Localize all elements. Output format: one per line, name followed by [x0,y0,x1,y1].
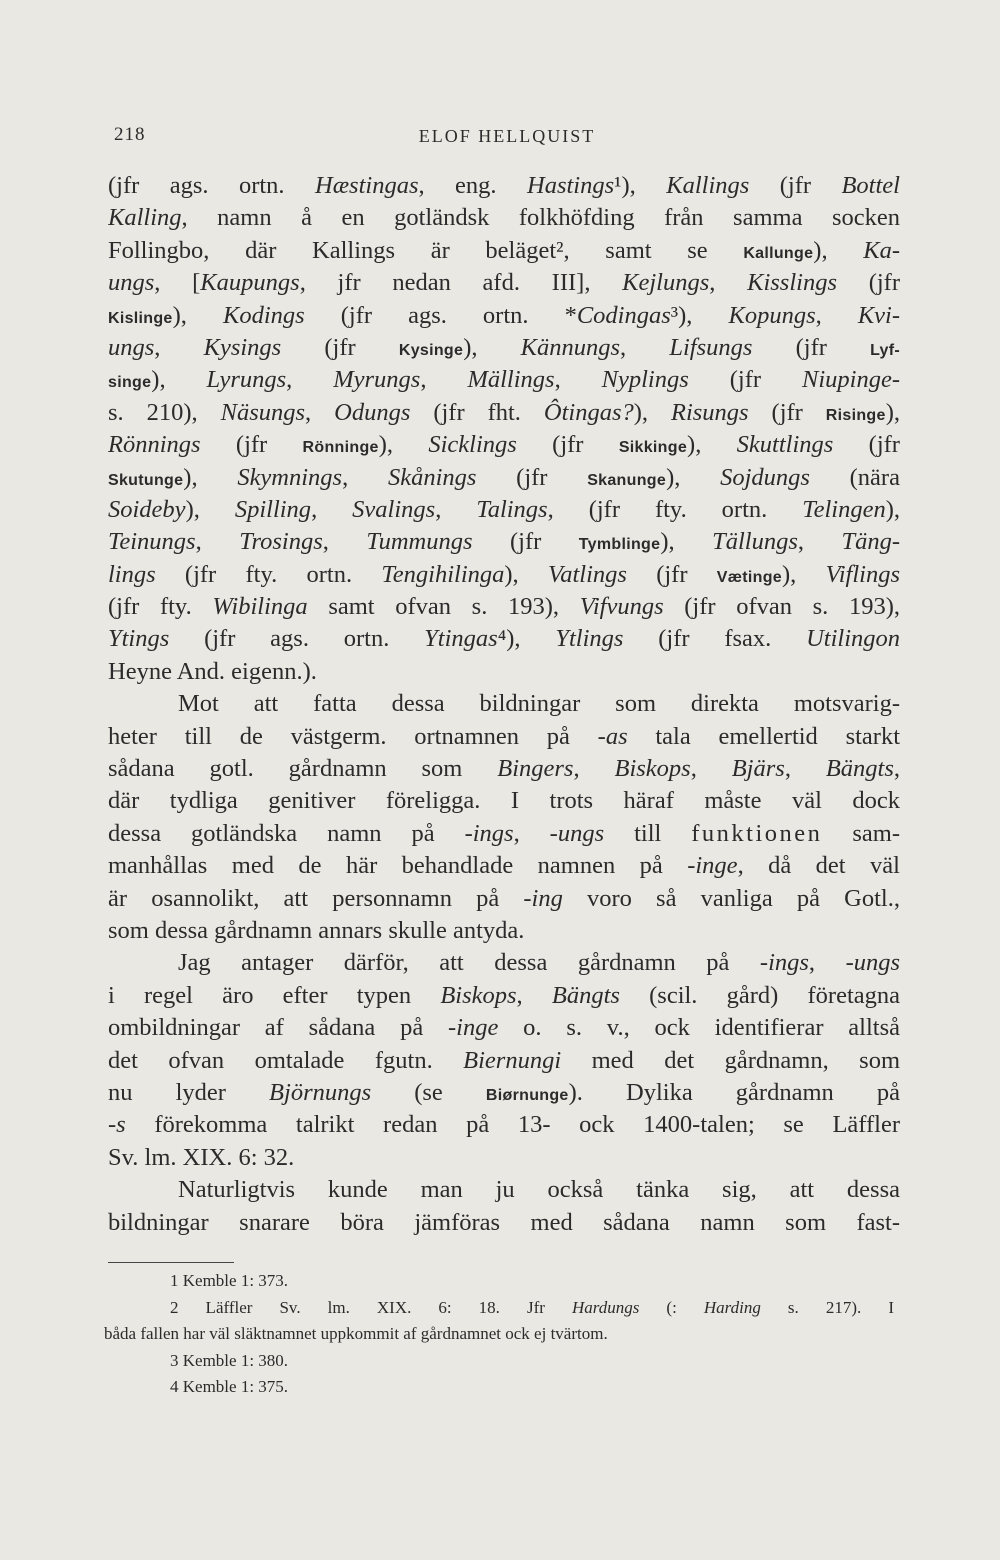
text-line: Heyne And. eigenn.). [108,657,317,685]
page-number: 218 [114,124,146,145]
text-line: s. 210), Näsungs, Odungs (jfr fht. Ôtingas?), Risungs (jfr Risinge), [108,398,900,426]
text-line: är osannolikt, att personnamn på -ing voro så vanliga på Gotl., [108,884,900,912]
text-line: Skutunge), Skymnings, Skånings (jfr Skanunge), Sojdungs (nära [108,463,900,491]
text-line: sådana gotl. gårdnamn som Bingers, Biskops, Bjärs, Bängts, [108,755,900,783]
text-line: Sv. lm. XIX. 6: 32. [108,1143,295,1171]
text-line: Ytings (jfr ags. ortn. Ytingas⁴), Ytlings (jfr fsax. Utilingon [108,625,900,653]
text-line: som dessa gårdnamn annars skulle antyda. [108,916,525,944]
text-line: det ofvan omtalade fgutn. Biernungi med det gårdnamn, som [108,1046,900,1074]
body-text [108,170,900,1239]
footnotes [104,1268,894,1401]
text-line: nu lyder Björnungs (se Biørnunge). Dylika gårdnamn på [108,1078,900,1106]
text-line: Mot att fatta dessa bildningar som direkta motsvarig- [178,690,900,718]
footnote-divider [108,1262,234,1263]
text-line: lings (jfr fty. ortn. Tengihilinga), Vatlings (jfr Vætinge), Viflings [108,560,900,588]
running-title: ELOF HELLQUIST [418,126,596,146]
text-line: manhållas med de här behandlade namnen på -inge, då det väl [108,852,900,880]
text-line: ungs, Kysings (jfr Kysinge), Kännungs, Lifsungs (jfr Lyf- [108,333,900,361]
text-line: -s förekomma talrikt redan på 13- ock 1400-talen; se Läffler [108,1111,900,1139]
footnote-2-continued: båda fallen har väl släktnamnet uppkommit af gårdnamnet ock ej tvärtom. [104,1324,608,1343]
footnote-1: 1 Kemble 1: 373. [170,1271,289,1290]
text-line: heter till de västgerm. ortnamnen på -as tala emellertid starkt [108,722,900,750]
text-line: Teinungs, Trosings, Tummungs (jfr Tymblinge), Tällungs, Täng- [108,528,900,556]
text-line: singe), Lyrungs, Myrungs, Mällings, Nyplings (jfr Niupinge- [108,366,900,394]
page-header [114,124,900,154]
text-line: Naturligtvis kunde man ju också tänka sig, att dessa [178,1176,900,1204]
text-line: där tydliga genitiver föreligga. I trots häraf måste väl dock [108,787,900,815]
footnote-4: 4 Kemble 1: 375. [170,1377,289,1396]
text-line: bildningar snarare böra jämföras med sådana namn som fast- [108,1208,900,1236]
text-line: (jfr ags. ortn. Hæstingas, eng. Hastings¹), Kallings (jfr Bottel [108,172,900,199]
text-line: i regel äro efter typen Biskops, Bängts (scil. gård) företagna [108,981,900,1009]
text-line: Kalling, namn å en gotländsk folkhöfding från samma socken [108,204,900,232]
text-line: Follingbo, där Kallings är beläget², samt se Kallunge), Ka- [108,236,900,264]
text-line: dessa gotländska namn på -ings, -ungs till funktionen sam- [108,819,900,847]
text-line: Jag antager därför, att dessa gårdnamn på -ings, -ungs [178,949,900,977]
text-line: Soideby), Spilling, Svalings, Talings, (jfr fty. ortn. Telingen), [108,495,900,523]
text-line: Kislinge), Kodings (jfr ags. ortn. *Codingas³), Kopungs, Kvi- [108,301,900,329]
footnote-2: 2 Läffler Sv. lm. XIX. 6: 18. Jfr Hardungs (: Harding s. 217). I [170,1297,894,1317]
text-line: Rönnings (jfr Rönninge), Sicklings (jfr Sikkinge), Skuttlings (jfr [108,431,900,459]
footnote-3: 3 Kemble 1: 380. [170,1350,289,1370]
text-line: ombildningar af sådana på -inge o. s. v., ock identifierar alltså [108,1014,900,1042]
text-line: (jfr fty. Wibilinga samt ofvan s. 193), Vifvungs (jfr ofvan s. 193), [108,593,900,621]
text-line: ungs, [Kaupungs, jfr nedan afd. III], Kejlungs, Kisslings (jfr [108,269,900,297]
